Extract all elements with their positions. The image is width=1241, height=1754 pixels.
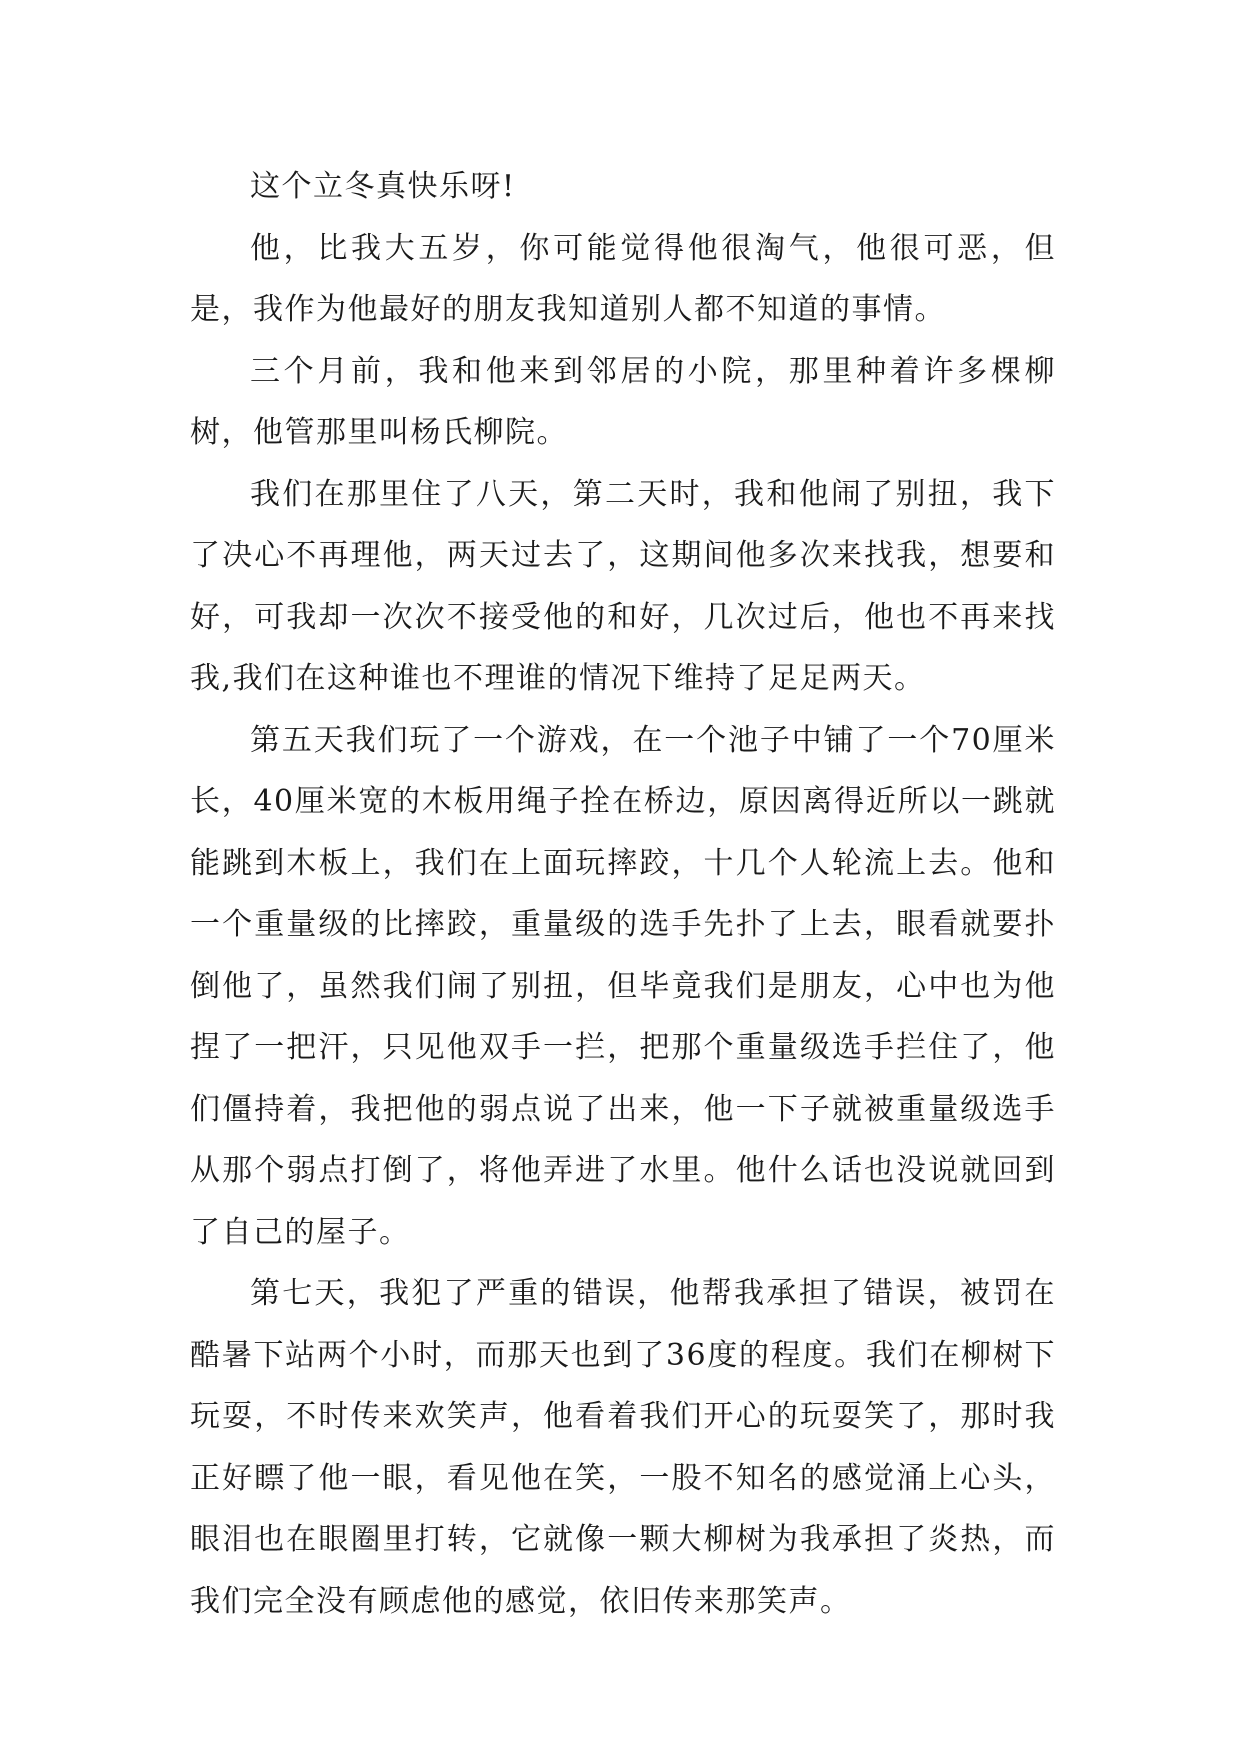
paragraph-1: 这个立冬真快乐呀! xyxy=(250,169,516,204)
paragraph-5: 第五天我们玩了一个游戏，在一个池子中铺了一个70厘米长，40厘米宽的木板用绳子拴在桥边，原因离得近所以一跳就能跳到木板上，我们在上面玩摔跤，十几个人轮流上去。他和一个重量级的比摔跤，重量级的选手先扑了上去，眼看就要扑倒他了，虽然我们闹了别扭，但毕竟我们是朋友，心中也为他捏了一把汗，只见他双手一拦，把那个重量级选手拦住了，他们僵持着，我把他的弱点说了出来，他一下子就被重量级选手从那个弱点打倒了，将他弄进了水里。他什么话也没说就回到了自己的屋子。 xyxy=(190,722,1056,1250)
paragraph-3: 三个月前，我和他来到邻居的小院，那里种着许多棵柳树，他管那里叫杨氏柳院。 xyxy=(190,353,1056,450)
paragraph-4: 我们在那里住了八天，第二天时，我和他闹了别扭，我下了决心不再理他，两天过去了，这期间他多次来找我，想要和好，可我却一次次不接受他的和好，几次过后，他也不再来找我,我们在这种谁也不理谁的情况下维持了足足两天。 xyxy=(190,476,1056,696)
paragraph-2: 他，比我大五岁，你可能觉得他很淘气，他很可恶，但是，我作为他最好的朋友我知道别人都不知道的事情。 xyxy=(190,230,1056,327)
document-body xyxy=(190,156,1056,1632)
paragraph-6: 第七天，我犯了严重的错误，他帮我承担了错误，被罚在酷暑下站两个小时，而那天也到了36度的程度。我们在柳树下玩耍，不时传来欢笑声，他看着我们开心的玩耍笑了，那时我正好瞟了他一眼，看见他在笑，一股不知名的感觉涌上心头，眼泪也在眼圈里打转，它就像一颗大柳树为我承担了炎热，而我们完全没有顾虑他的感觉，依旧传来那笑声。 xyxy=(190,1276,1056,1619)
